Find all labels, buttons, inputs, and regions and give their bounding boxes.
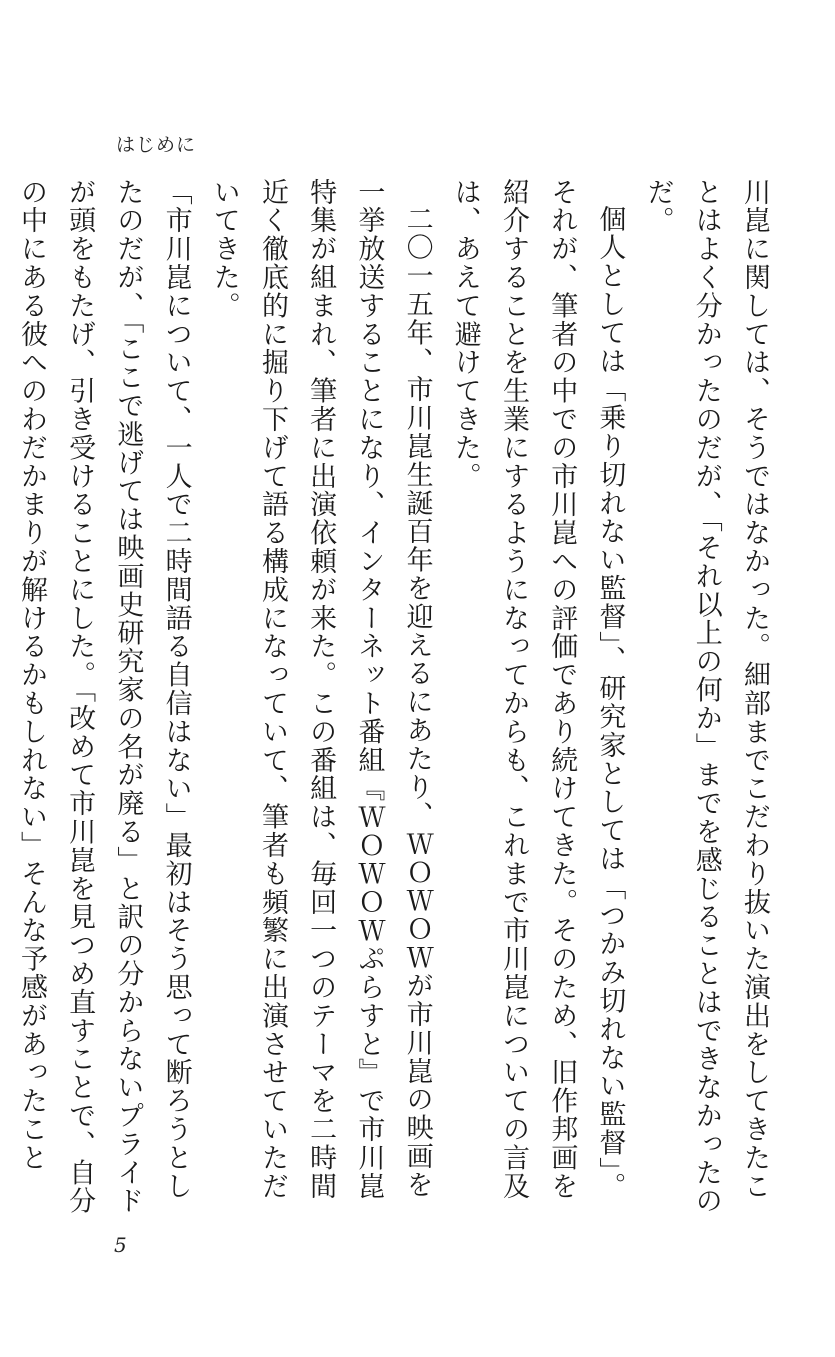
paragraph-1: 川崑に関しては、そうではなかった。細部までこだわり抜いた演出をしてきたことはよく分かったのだが、「それ以上の何か」までを感じることはできなかったのだ。 [642, 178, 770, 1216]
paragraph-4: 「市川崑について、一人で二時間語る自信はない」最初はそう思って断ろうとしたのだが、「ここで逃げては映画史研究家の名が廃る」と訳の分からないプライドが頭をもたげ、引き受けることにした。「改めて市川崑を見つめ直すことで、自分の中にある彼へのわだかまりが解けるかもしれない」そんな予感があったこと [15, 178, 192, 1216]
vertical-body-text [15, 178, 778, 1223]
paragraph-2: 個人としては「乗り切れない監督」、研究家としては「つかみ切れない監督」。それが、筆者の中での市川崑への評価であり続けてきた。そのため、旧作邦画を紹介することを生業にするようになってからも、これまで市川崑についての言及は、あえて避けてきた。 [449, 178, 626, 1201]
page-number: 5 [114, 1233, 127, 1257]
running-header: はじめに [116, 134, 197, 156]
paragraph-3: 二〇一五年、市川崑生誕百年を迎えるにあたり、ＷＯＷＯＷが市川崑の映画を一挙放送することになり、インターネット番組『ＷＯＷＯＷぷらすと』で市川崑特集が組まれ、筆者に出演依頼が来た。この番組は、毎回一つのテーマを二時間近く徹底的に掘り下げて語る構成になっていて、筆者も頻繁に出演させていただいてきた。 [208, 178, 433, 1201]
